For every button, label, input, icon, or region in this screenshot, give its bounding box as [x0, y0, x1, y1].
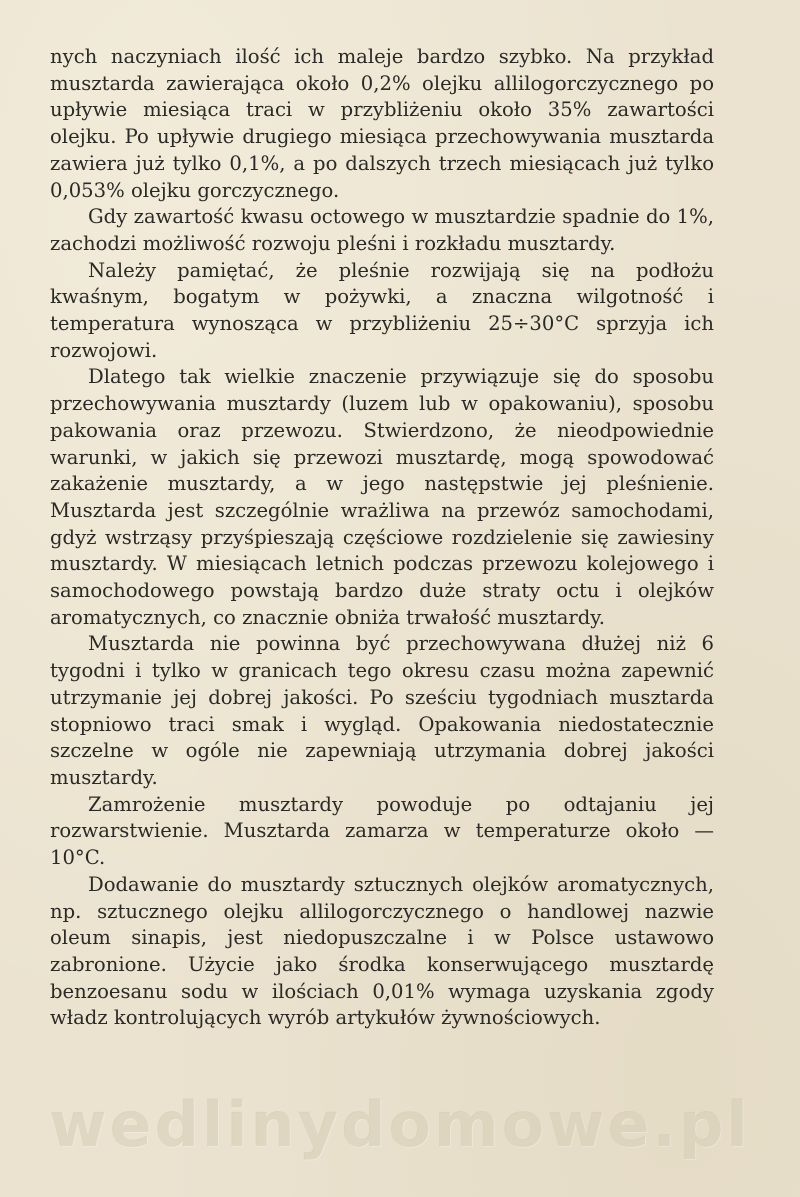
watermark: wedlinydomowe.pl: [49, 1088, 751, 1161]
paragraph: Należy pamiętać, że pleśnie rozwijają się na podłożu kwaśnym, bogatym w pożywki, a znaczna wilgotność i temperatura wynosząca w przybliżeniu 25÷30°C sprzyja ich rozwojowi.: [50, 258, 714, 362]
page-body-text: [50, 44, 714, 1032]
paragraph: Dodawanie do musztardy sztucznych olejków aromatycznych, np. sztucznego olejku allilogorczycznego o handlowej nazwie oleum sinapis, jest niedopuszczalne i w Polsce ustawowo zabronione. Użycie jako środka konserwującego musztardę benzoesanu sodu w ilościach 0,01% wymaga uzyskania zgody władz kontrolujących wyrób artykułów żywnościowych.: [50, 872, 714, 1030]
paragraph: Zamrożenie musztardy powoduje po odtajaniu jej rozwarstwienie. Musztarda zamarza w temperaturze około —10°C.: [50, 792, 714, 870]
paragraph: Musztarda nie powinna być przechowywana dłużej niż 6 tygodni i tylko w granicach tego okresu czasu można zapewnić utrzymanie jej dobrej jakości. Po sześciu tygodniach musztarda stopniowo traci smak i wygląd. Opakowania niedostatecznie szczelne w ogóle nie zapewniają utrzymania dobrej jakości musztardy.: [50, 632, 714, 789]
paragraph: Dlatego tak wielkie znaczenie przywiązuje się do sposobu przechowywania musztardy (luzem lub w opakowaniu), sposobu pakowania oraz przewozu. Stwierdzono, że nieodpowiednie warunki, w jakich się przewozi musztardę, mogą spowodować zakażenie musztardy, a w jego następstwie jej pleśnienie. Musztarda jest szczególnie wrażliwa na przewóz samochodami, gdyż wstrząsy przyśpieszają częściowe rozdzielenie się zawiesiny musztardy. W miesiącach letnich podczas przewozu kolejowego i samochodowego powstają bardzo duże straty octu i olejków aromatycznych, co znacznie obniża trwałość musztardy.: [50, 365, 714, 629]
paragraph-continued: nych naczyniach ilość ich maleje bardzo szybko. Na przykład musztarda zawierająca około 0,2% olejku allilogorczycznego po upływie miesiąca traci w przybliżeniu około 35% zawartości olejku. Po upływie drugiego miesiąca przechowywania musztarda zawiera już tylko 0,1%, a po dalszych trzech miesiącach już tylko 0,053% olejku gorczycznego.: [50, 45, 714, 202]
paragraph: Gdy zawartość kwasu octowego w musztardzie spadnie do 1%, zachodzi możliwość rozwoju pleśni i rozkładu musztardy.: [50, 205, 714, 255]
